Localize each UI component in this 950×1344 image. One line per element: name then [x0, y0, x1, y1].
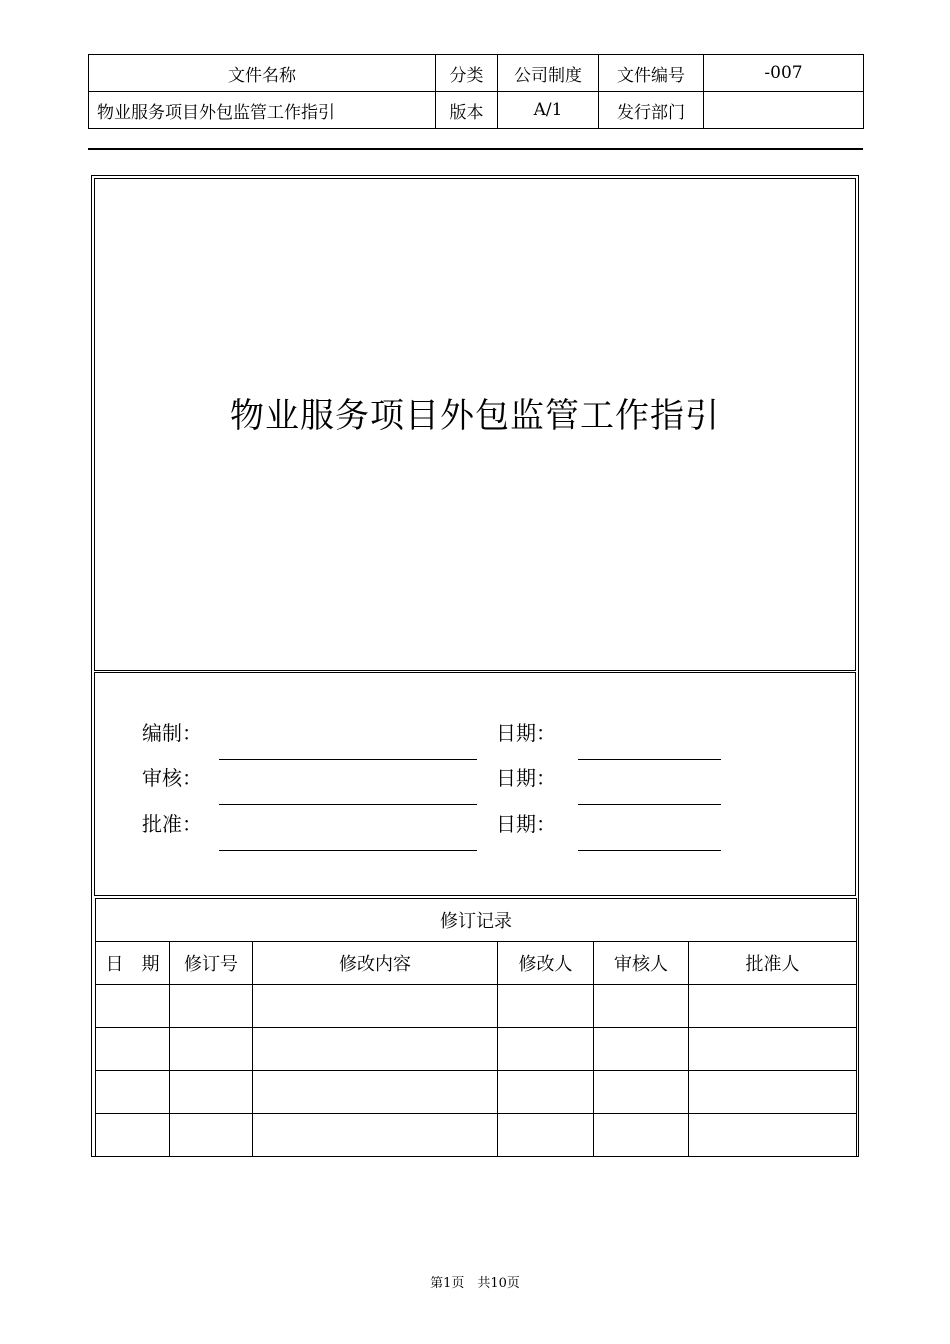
- header-row-1: [89, 55, 864, 92]
- approved-by-line[interactable]: [219, 850, 477, 851]
- cell-revision-no[interactable]: [170, 1114, 253, 1157]
- file-name-value: 物业服务项目外包监管工作指引: [89, 92, 436, 129]
- col-header-revision-no: 修订号: [170, 942, 253, 985]
- prepared-date-line[interactable]: [578, 759, 721, 760]
- category-value: 公司制度: [498, 55, 599, 92]
- cell-date[interactable]: [96, 985, 170, 1028]
- cover-title: 物业服务项目外包监管工作指引: [230, 396, 720, 436]
- revision-record-title: 修订记录: [96, 899, 857, 942]
- file-name-label: 文件名称: [89, 55, 436, 92]
- cell-modified-by[interactable]: [498, 1071, 594, 1114]
- cell-date[interactable]: [96, 1071, 170, 1114]
- file-number-value: -007: [704, 55, 864, 92]
- cell-approved-by[interactable]: [689, 1071, 857, 1114]
- cell-change-content[interactable]: [253, 1114, 498, 1157]
- reviewed-by-label: 审核：: [142, 766, 202, 790]
- prepared-by-line[interactable]: [219, 759, 477, 760]
- category-label: 分类: [436, 55, 498, 92]
- col-header-change-content: 修改内容: [253, 942, 498, 985]
- col-header-approved-by: 批准人: [689, 942, 857, 985]
- cell-date[interactable]: [96, 1028, 170, 1071]
- cell-revision-no[interactable]: [170, 1028, 253, 1071]
- version-value: A/1: [498, 92, 599, 129]
- col-header-date: 日 期: [96, 942, 170, 985]
- cell-modified-by[interactable]: [498, 1028, 594, 1071]
- issuing-dept-label: 发行部门: [599, 92, 704, 129]
- header-row-2: [89, 92, 864, 129]
- issuing-dept-value: [704, 92, 864, 129]
- table-row: [96, 985, 857, 1028]
- document-header-table: [88, 54, 864, 129]
- approved-date-line[interactable]: [578, 850, 721, 851]
- table-row: [96, 1028, 857, 1071]
- revision-record-table: [95, 898, 857, 1157]
- file-number-label: 文件编号: [599, 55, 704, 92]
- cell-change-content[interactable]: [253, 1071, 498, 1114]
- cell-reviewed-by[interactable]: [594, 1071, 689, 1114]
- cell-approved-by[interactable]: [689, 1028, 857, 1071]
- page-number-footer: 第1页 共10页: [430, 1276, 520, 1291]
- col-header-modified-by: 修改人: [498, 942, 594, 985]
- revision-header-row: [96, 942, 857, 985]
- prepared-by-label: 编制：: [142, 721, 202, 745]
- cell-date[interactable]: [96, 1114, 170, 1157]
- reviewed-date-line[interactable]: [578, 804, 721, 805]
- cell-approved-by[interactable]: [689, 985, 857, 1028]
- version-label: 版本: [436, 92, 498, 129]
- header-divider: [88, 148, 863, 150]
- reviewed-date-label: 日期：: [496, 766, 556, 790]
- cell-revision-no[interactable]: [170, 985, 253, 1028]
- cell-revision-no[interactable]: [170, 1071, 253, 1114]
- col-header-reviewed-by: 审核人: [594, 942, 689, 985]
- cell-change-content[interactable]: [253, 1028, 498, 1071]
- table-row: [96, 1114, 857, 1157]
- revision-title-row: [96, 899, 857, 942]
- reviewed-by-line[interactable]: [219, 804, 477, 805]
- cell-modified-by[interactable]: [498, 985, 594, 1028]
- approved-date-label: 日期：: [496, 812, 556, 836]
- table-row: [96, 1071, 857, 1114]
- prepared-date-label: 日期：: [496, 721, 556, 745]
- cell-reviewed-by[interactable]: [594, 1114, 689, 1157]
- signoff-panel: [94, 672, 856, 896]
- cell-change-content[interactable]: [253, 985, 498, 1028]
- cell-modified-by[interactable]: [498, 1114, 594, 1157]
- cell-reviewed-by[interactable]: [594, 1028, 689, 1071]
- cell-reviewed-by[interactable]: [594, 985, 689, 1028]
- approved-by-label: 批准：: [142, 812, 202, 836]
- cell-approved-by[interactable]: [689, 1114, 857, 1157]
